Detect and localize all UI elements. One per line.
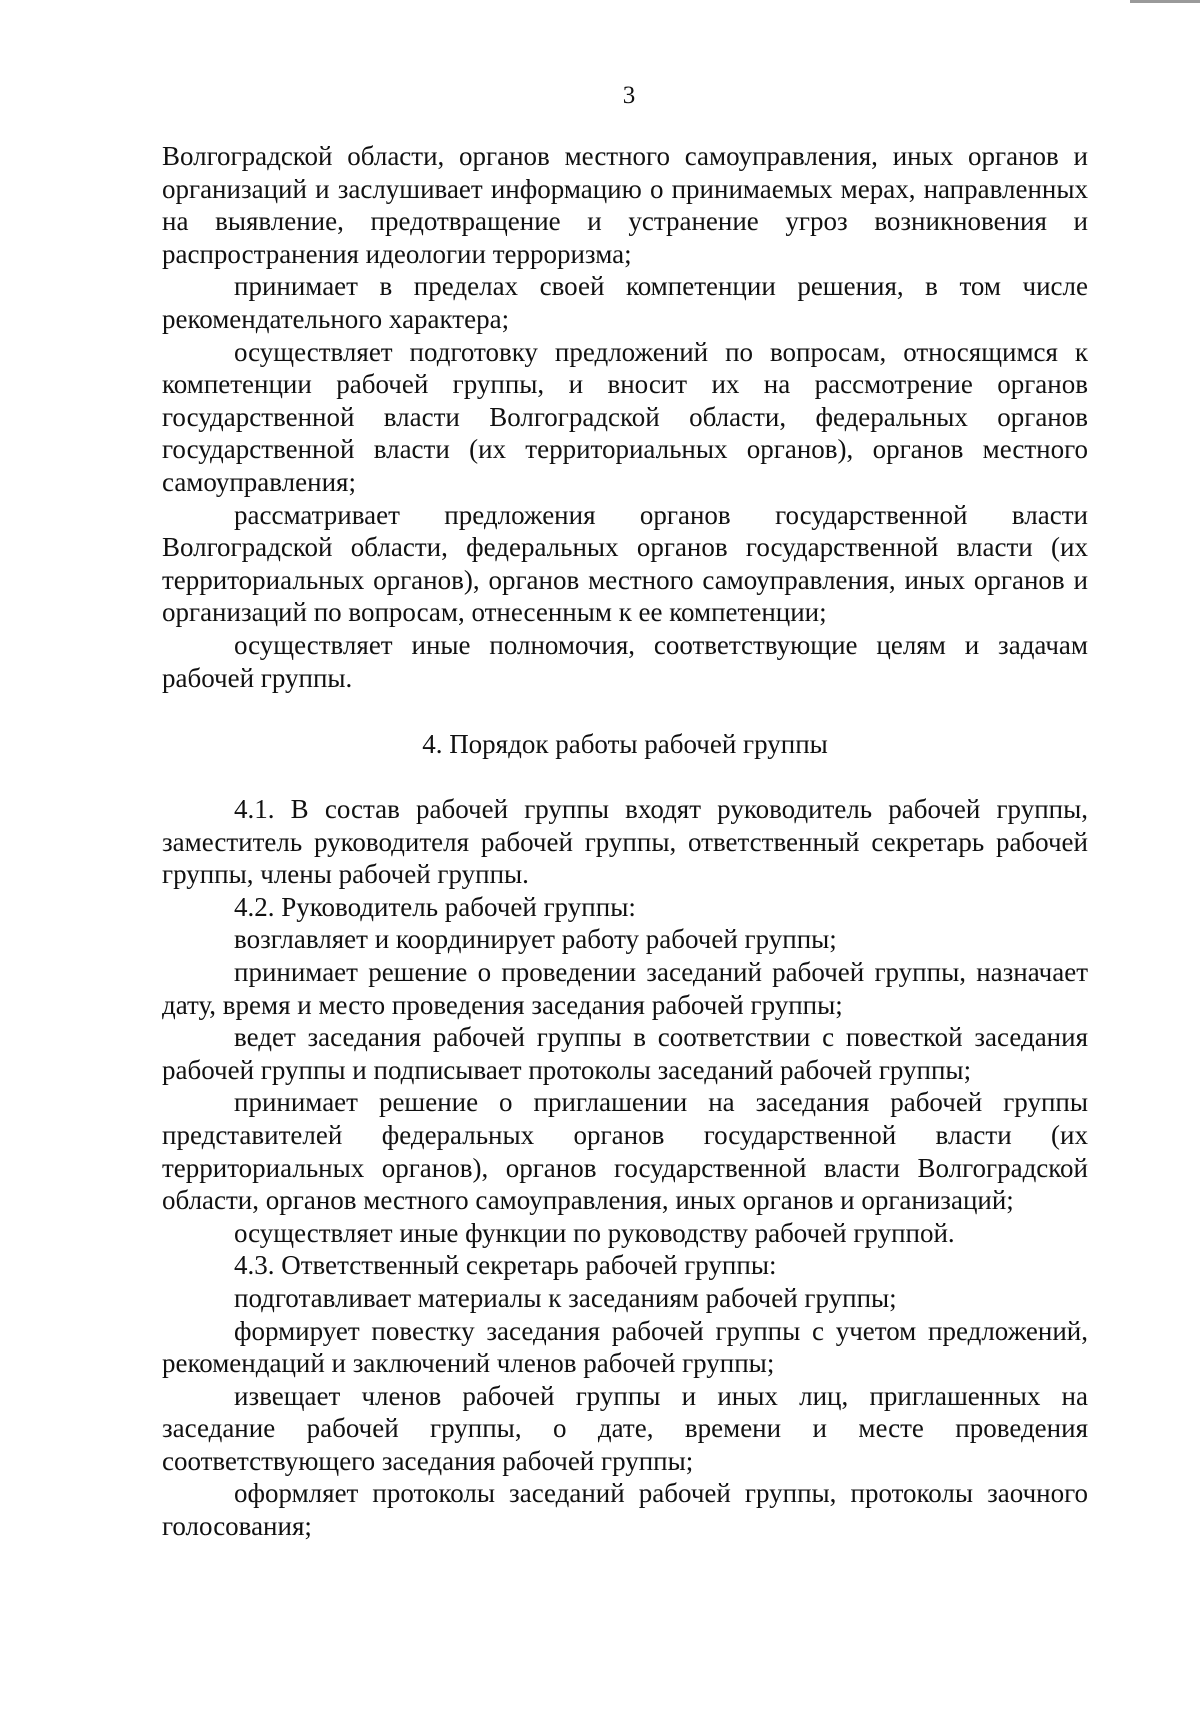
paragraph: 4.2. Руководитель рабочей группы: — [234, 891, 636, 922]
paragraph: ведет заседания рабочей группы в соответствии с повесткой заседания рабочей группы и подписывает протоколы заседаний рабочей группы; — [162, 1022, 1088, 1085]
section-title: 4. Порядок работы рабочей группы — [422, 729, 828, 759]
scan-edge-mark — [1130, 0, 1200, 3]
paragraph: принимает решение о приглашении на заседания рабочей группы представителей федеральных органов государственной власти (их территориальных органов), органов государственной власти Волгоградской области, органов местного самоуправления, иных органов и организаций; — [162, 1087, 1088, 1216]
page-number: 3 — [622, 82, 636, 109]
top-text-block — [162, 140, 1088, 694]
paragraph: 4.1. В состав рабочей группы входят руководитель рабочей группы, заместитель руководителя рабочей группы, ответственный секретарь рабочей группы, члены рабочей группы. — [162, 794, 1088, 890]
paragraph: Волгоградской области, органов местного самоуправления, иных органов и организаций и заслушивает информацию о принимаемых мерах, направленных на выявление, предотвращение и устранение угроз возникновения и распространения идеологии терроризма; — [162, 141, 1088, 269]
paragraph: осуществляет иные полномочия, соответствующие целям и задачам рабочей группы. — [162, 629, 1088, 693]
paragraph: подготавливает материалы к заседаниям рабочей группы; — [234, 1282, 897, 1313]
paragraph: рассматривает предложения органов государственной власти Волгоградской области, федеральных органов государственной власти (их территориальных органов), органов местного самоуправления, иных органов и организаций по вопросам, отнесенным к ее компетенции; — [162, 499, 1088, 628]
paragraph: 4.3. Ответственный секретарь рабочей группы: — [234, 1250, 777, 1281]
paragraph: принимает решение о проведении заседаний рабочей группы, назначает дату, время и место проведения заседания рабочей группы; — [162, 956, 1088, 1020]
paragraph: принимает в пределах своей компетенции решения, в том числе рекомендательного характера; — [162, 271, 1088, 334]
paragraph: формирует повестку заседания рабочей группы с учетом предложений, рекомендаций и заключений членов рабочей группы; — [162, 1315, 1088, 1379]
paragraph: возглавляет и координирует работу рабочей группы; — [234, 924, 837, 955]
paragraph: извещает членов рабочей группы и иных лиц, приглашенных на заседание рабочей группы, о дате, времени и месте проведения соответствующего заседания рабочей группы; — [162, 1380, 1088, 1476]
bottom-text-block — [162, 793, 1088, 1543]
paragraph: осуществляет иные функции по руководству рабочей группой. — [234, 1217, 955, 1248]
paragraph: оформляет протоколы заседаний рабочей группы, протоколы заочного голосования; — [162, 1478, 1088, 1542]
paragraph: осуществляет подготовку предложений по вопросам, относящимся к компетенции рабочей группы, и вносит их на рассмотрение органов государственной власти Волгоградской области, федеральных органов государственной власти (их территориальных органов), органов местного самоуправления; — [162, 336, 1088, 497]
